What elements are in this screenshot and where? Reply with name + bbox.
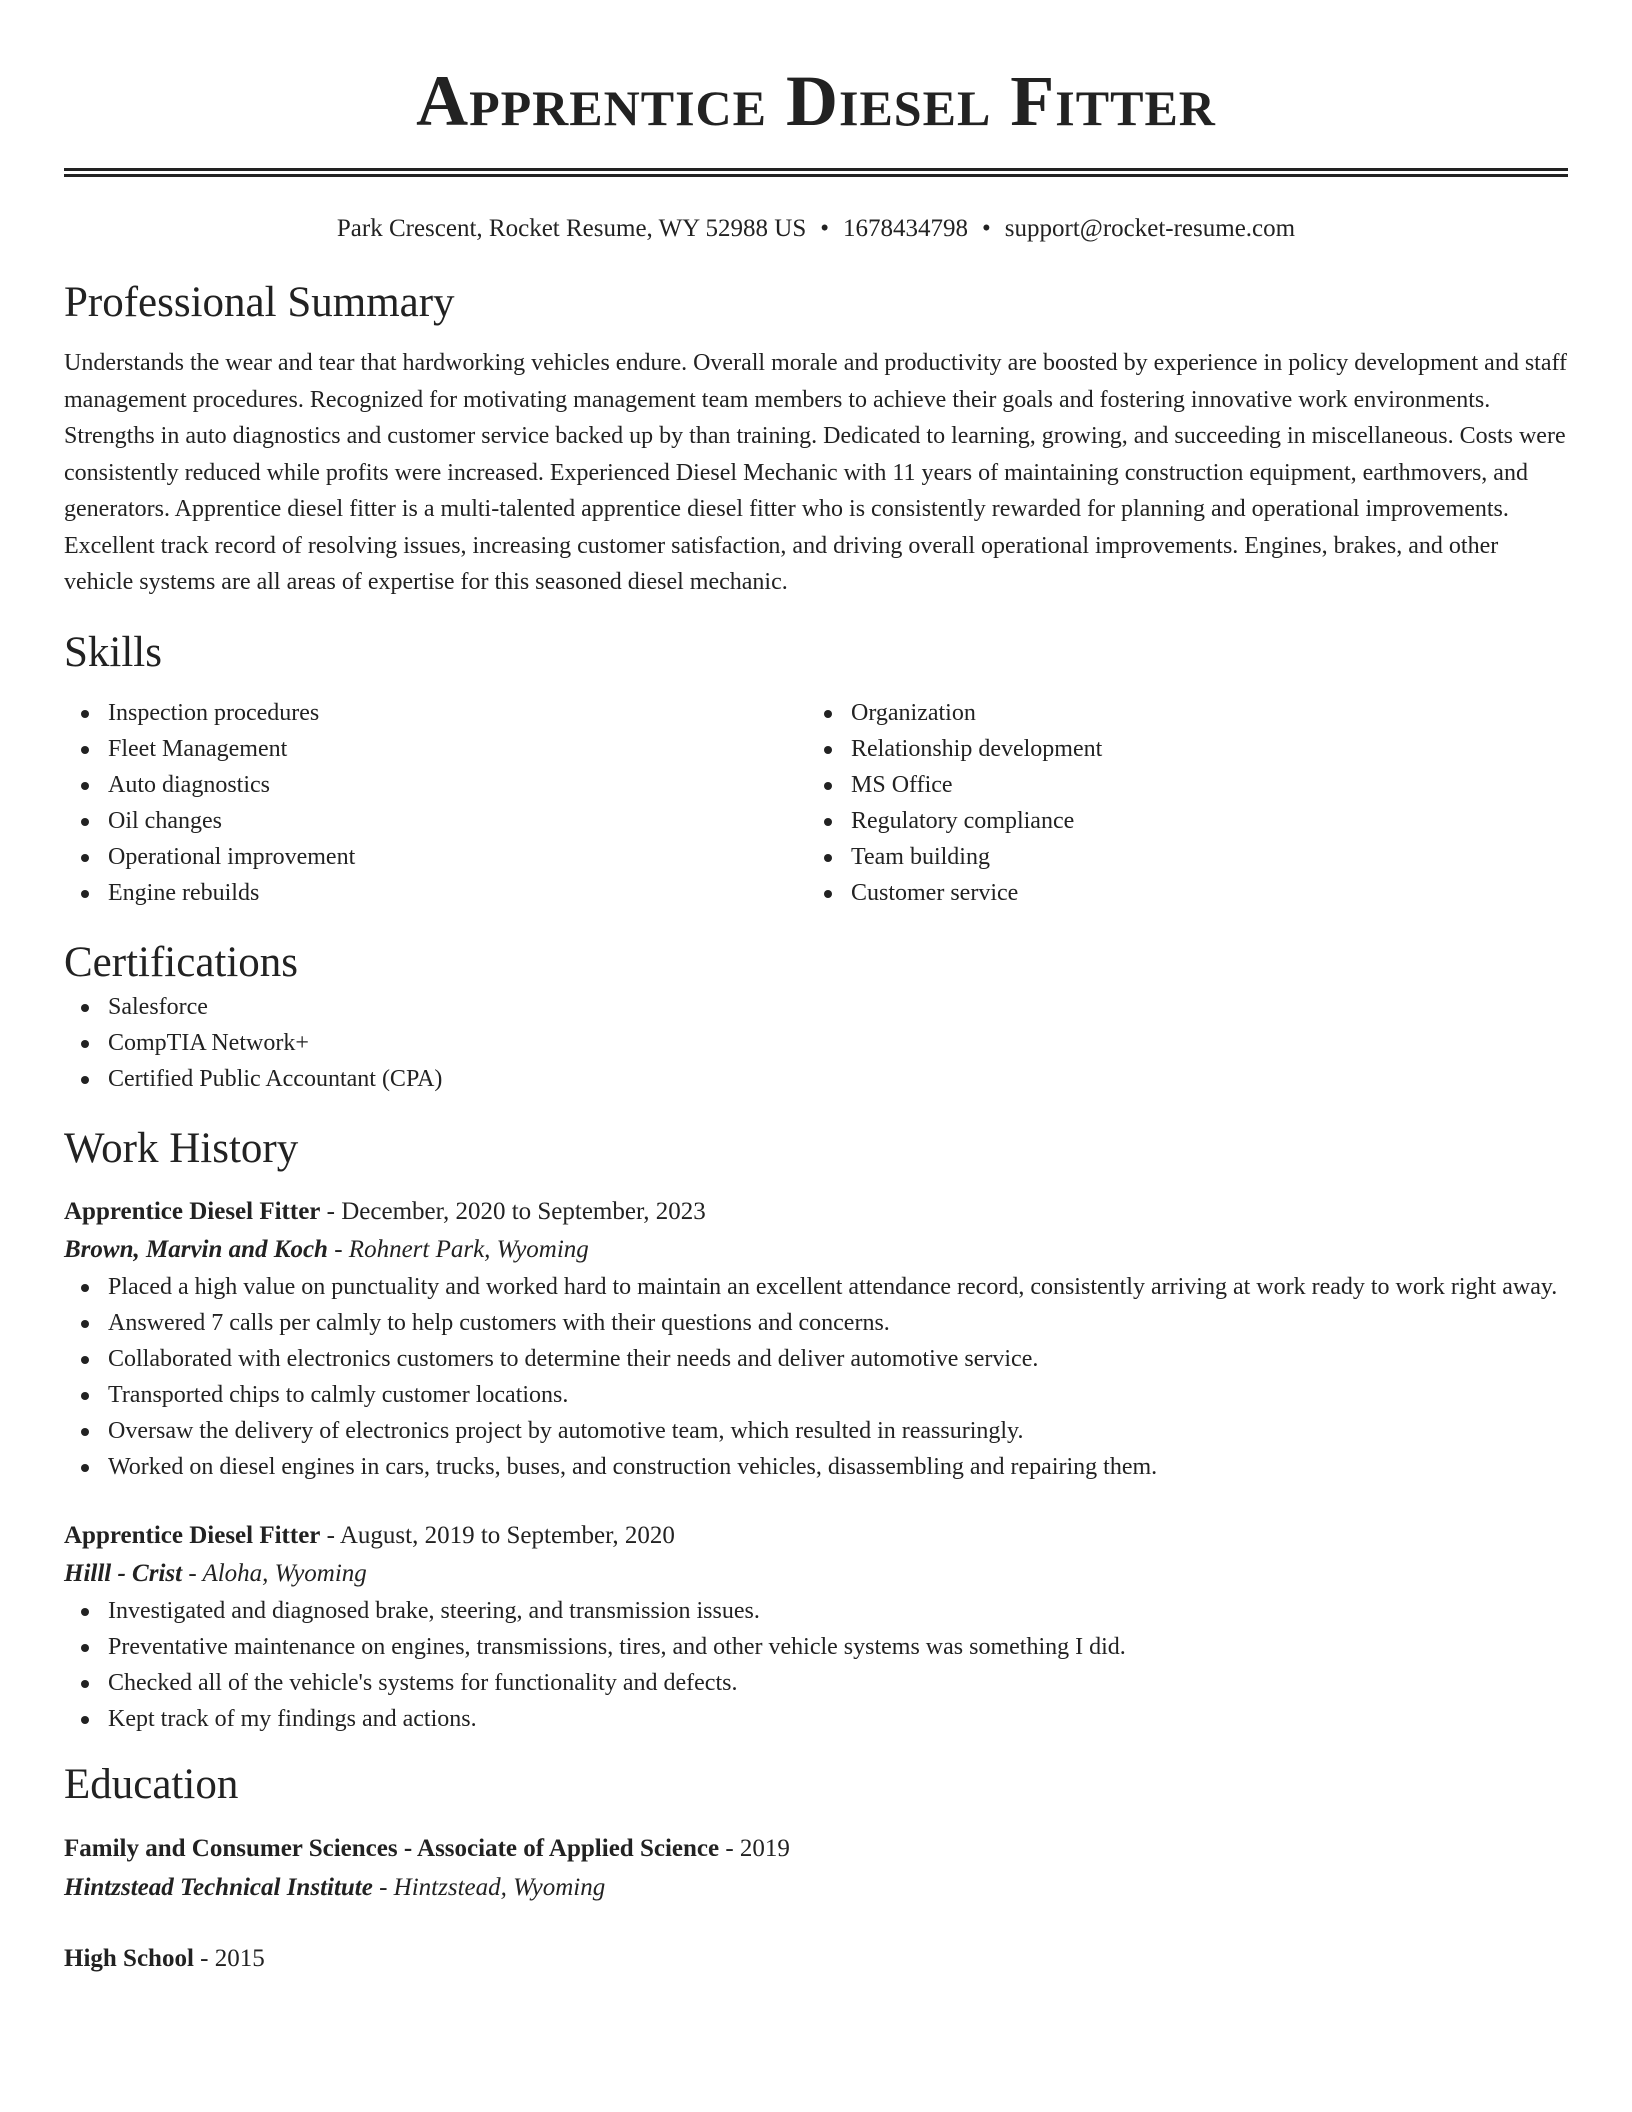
job-duty: Checked all of the vehicle's systems for functionality and defects. <box>64 1665 1568 1701</box>
job-duty: Oversaw the delivery of electronics project by automotive team, which resulted in reassuringly. <box>64 1413 1568 1449</box>
summary-text: Understands the wear and tear that hardworking vehicles endure. Overall morale and productivity are boosted by experience in policy development and staff management procedures. Recognized for motivating management team members to achieve their goals and fostering innovative work environments. Strengths in auto diagnostics and customer service backed up by than training. Dedicated to learning, growing, and succeeding in miscellaneous. Costs were consistently reduced while profits were increased. Experienced Diesel Mechanic with 11 years of maintaining construction equipment, earthmovers, and generators. Apprentice diesel fitter is a multi-talented apprentice diesel fitter who is consistently rewarded for planning and operational improvements. Excellent track record of resolving issues, increasing customer satisfaction, and driving overall operational improvements. Engines, brakes, and other vehicle systems are all areas of expertise for this seasoned diesel mechanic. <box>64 350 1568 595</box>
work-history-heading: Work History <box>64 1124 299 1172</box>
summary-heading: Professional Summary <box>64 279 455 326</box>
contact-separator: • <box>820 215 830 242</box>
skill-item: Customer service <box>807 875 1550 911</box>
skill-item: MS Office <box>807 767 1550 803</box>
job-duty: Answered 7 calls per calmly to help customers with their questions and concerns. <box>64 1305 1568 1341</box>
certification-item: Certified Public Accountant (CPA) <box>64 1061 1568 1097</box>
skill-item: Organization <box>807 695 1550 731</box>
education-degree: Family and Consumer Sciences - Associate of Applied Science <box>64 1834 720 1862</box>
skill-item: Oil changes <box>64 803 807 839</box>
job-entry <box>64 1517 1568 1737</box>
job-employer: Brown, Marvin and Koch <box>64 1235 328 1263</box>
education-year: - 2015 <box>193 1944 265 1972</box>
skill-item: Auto diagnostics <box>64 767 807 803</box>
skill-item: Engine rebuilds <box>64 875 807 911</box>
skills-columns <box>64 695 1568 911</box>
job-header <box>64 1193 1568 1231</box>
job-employer-line <box>64 1231 1568 1269</box>
skill-item: Fleet Management <box>64 731 807 767</box>
skill-item: Relationship development <box>807 731 1550 767</box>
job-duties-list <box>64 1269 1568 1485</box>
job-duty: Worked on diesel engines in cars, trucks, buses, and construction vehicles, disassembling and repairing them. <box>64 1449 1568 1485</box>
education-year: - 2019 <box>719 1834 790 1862</box>
job-duty: Kept track of my findings and actions. <box>64 1701 1568 1737</box>
skills-list-left <box>64 695 807 911</box>
certifications-list <box>64 989 1568 1097</box>
education-degree: High School <box>64 1944 194 1972</box>
job-dates: - December, 2020 to September, 2023 <box>320 1197 706 1225</box>
contact-phone: 1678434798 <box>843 215 969 242</box>
job-dates: - August, 2019 to September, 2020 <box>320 1521 675 1549</box>
education-degree-line <box>64 1829 1568 1869</box>
education-entry <box>64 1829 1568 1907</box>
education-heading: Education <box>64 1760 239 1808</box>
job-entry <box>64 1193 1568 1485</box>
job-title: Apprentice Diesel Fitter <box>64 1521 321 1549</box>
contact-separator: • <box>982 215 991 242</box>
skill-item: Regulatory compliance <box>807 803 1550 839</box>
skills-heading: Skills <box>64 628 162 676</box>
title-divider <box>64 168 1568 177</box>
education-entry <box>64 1939 1568 1979</box>
job-header <box>64 1517 1568 1555</box>
job-employer-line <box>64 1555 1568 1593</box>
certification-item: Salesforce <box>64 989 1568 1025</box>
job-duty: Preventative maintenance on engines, transmissions, tires, and other vehicle systems was something I did. <box>64 1629 1568 1665</box>
job-location: - Aloha, Wyoming <box>182 1559 367 1587</box>
skill-item: Inspection procedures <box>64 695 807 731</box>
skill-item: Team building <box>807 839 1550 875</box>
job-title: Apprentice Diesel Fitter <box>64 1197 321 1225</box>
certifications-heading: Certifications <box>64 938 299 986</box>
job-duty: Placed a high value on punctuality and worked hard to maintain an excellent attendance record, consistently arriving at work ready to work right away. <box>64 1269 1568 1305</box>
resume-title: Apprentice Diesel Fitter <box>416 61 1216 141</box>
education-school-line <box>64 1869 1568 1907</box>
job-employer: Hilll - Crist <box>64 1559 183 1587</box>
job-duty: Investigated and diagnosed brake, steering, and transmission issues. <box>64 1593 1568 1629</box>
job-duties-list <box>64 1593 1568 1737</box>
education-location: - Hintzstead, Wyoming <box>372 1873 606 1901</box>
skills-list-right <box>807 695 1550 911</box>
contact-line <box>64 213 1568 245</box>
contact-address: Park Crescent, Rocket Resume, WY 52988 US <box>336 215 807 242</box>
job-location: - Rohnert Park, Wyoming <box>327 1235 589 1263</box>
skill-item: Operational improvement <box>64 839 807 875</box>
certification-item: CompTIA Network+ <box>64 1025 1568 1061</box>
education-degree-line <box>64 1939 1568 1979</box>
education-school: Hintzstead Technical Institute <box>64 1873 373 1901</box>
job-duty: Transported chips to calmly customer locations. <box>64 1377 1568 1413</box>
contact-email: support@rocket-resume.com <box>1004 215 1296 242</box>
job-duty: Collaborated with electronics customers to determine their needs and deliver automotive service. <box>64 1341 1568 1377</box>
